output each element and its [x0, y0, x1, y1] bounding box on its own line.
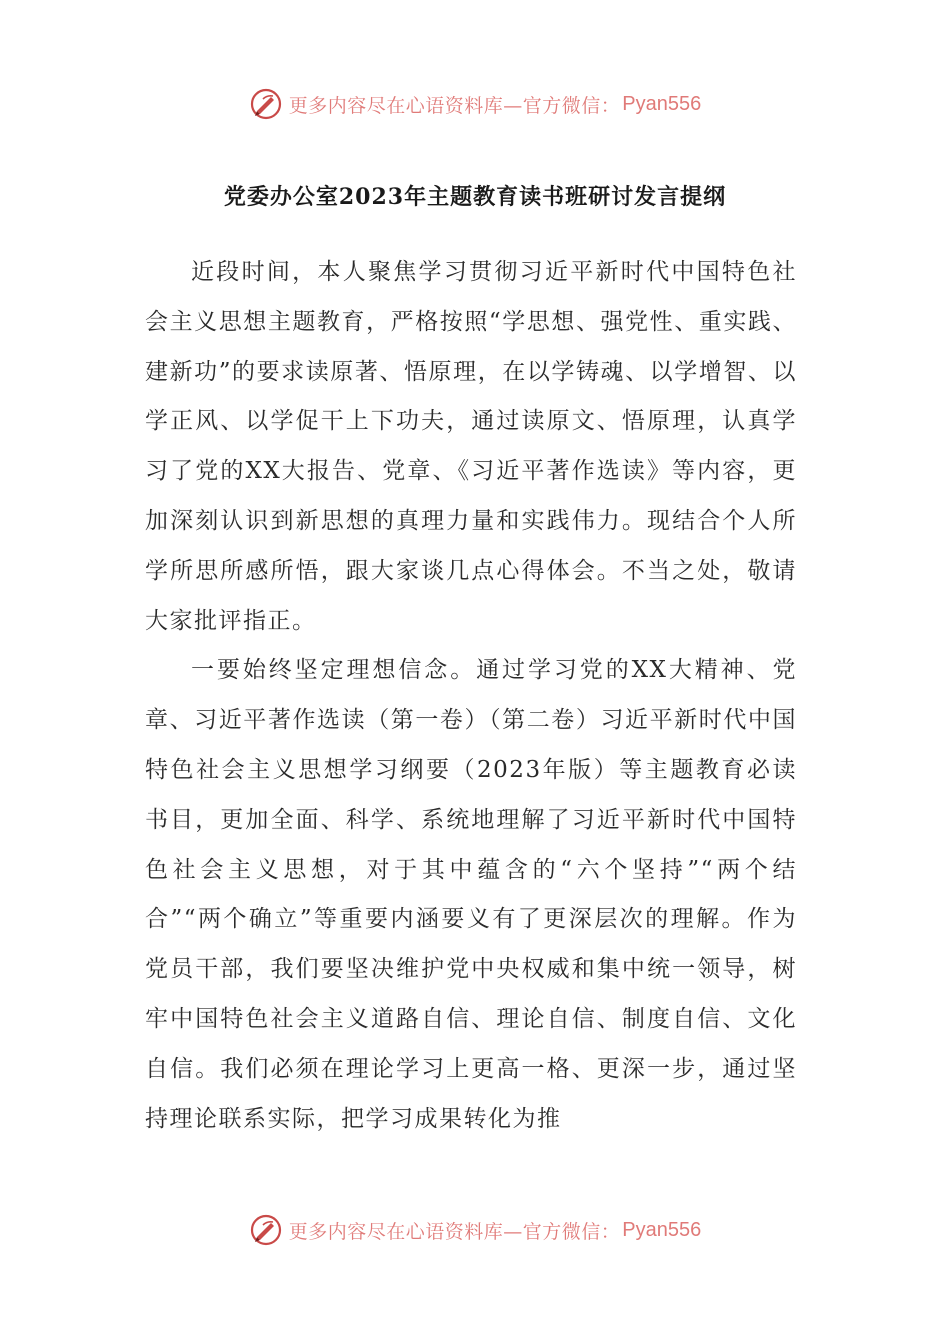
- body-paragraph-2: 一要始终坚定理想信念。通过学习党的XX大精神、党章、习近平著作选读（第一卷）（第二卷）习近平新时代中国特色社会主义思想学习纲要（2023年版）等主题教育必读书目，更加全面、科学、系统地理解了习近平新时代中国特色社会主义思想，对于其中蕴含的“六个坚持”“两个结合”“两个确立”等重要内涵要义有了更深层次的理解。作为党员干部，我们要坚决维护党中央权威和集中统一领导，树牢中国特色社会主义道路自信、理论自信、制度自信、文化自信。我们必须在理论学习上更高一格、更深一步，通过坚持理论联系实际，把学习成果转化为推: [145, 657, 797, 1132]
- watermark-text: 更多内容尽在心语资料库—官方微信：: [288, 94, 621, 117]
- pen-logo-icon: [249, 1213, 283, 1247]
- footer-watermark-banner: [0, 1210, 950, 1250]
- watermark-handle: Pyan556: [622, 1218, 702, 1241]
- document-title: 党委办公室2023年主题教育读书班研讨发言提纲: [223, 184, 727, 210]
- watermark-handle: Pyan556: [622, 92, 702, 115]
- header-watermark-banner: [0, 84, 950, 124]
- watermark-text: 更多内容尽在心语资料库—官方微信：: [288, 1220, 621, 1243]
- body-paragraph-1: 近段时间，本人聚焦学习贯彻习近平新时代中国特色社会主义思想主题教育，严格按照“学思想、强党性、重实践、建新功”的要求读原著、悟原理，在以学铸魂、以学增智、以学正风、以学促干上下功夫，通过读原文、悟原理，认真学习了党的XX大报告、党章、《习近平著作选读》等内容，更加深刻认识到新思想的真理力量和实践伟力。现结合个人所学所思所感所悟，跟大家谈几点心得体会。不当之处，敬请大家批评指正。: [145, 259, 797, 634]
- document-body: [145, 248, 797, 1144]
- pen-logo-icon: [249, 87, 283, 121]
